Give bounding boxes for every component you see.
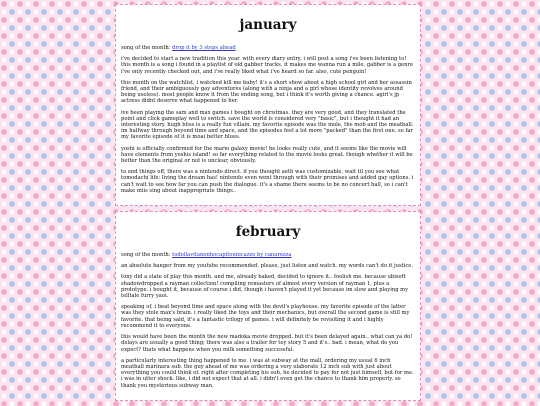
month-entry-february [115, 211, 421, 401]
song-of-the-month [121, 45, 415, 51]
song-label: song of the month: [121, 252, 171, 259]
month-title: january [239, 17, 297, 33]
diary-paragraph: an absolute banger from my youtube recommended. please, just listen and watch. my words can't do it justice. [121, 263, 413, 270]
month-title: february [235, 224, 301, 241]
diary-column [115, 0, 421, 406]
diary-paragraph: i've decided to start a new tradition this year. with every diary entry, i will post a song i've been listening to! this month is a song i found in a playlist of old gabber tracks. it makes me wanna run a mile. gabber is a genre i've only recently checked out, and i've really liked what i've heard so far. also, cute penguin! [121, 56, 414, 75]
diary-paragraph: this would have been the month the new madoka movie dropped. but it's been delayed again.. what can ya do! delays are usually a good thing; there was also a trailer for toy story 5 and it's.. bad. i mean, what do you expect? thats what happens when you milk something successful. [121, 334, 413, 353]
song-link[interactable]: todollavitanonhocapitounicazzo by canarezza [172, 252, 292, 259]
diary-paragraph: ive been playing the sam and max games i bought on christmas. they are very good, and they translated the point and click gameplay well to switch. save the world is considered very "basic", but i thought it had an interesting story. hugh bliss is a really fun villain. my favorite episode was the mole, the mob and the meatball. im halfway through beyond time and space, and the episodes feel a lot more "packed" than the first one. so far my favorite episode of it is moai better blues. [121, 109, 414, 141]
diary-paragraph: tony did a state of play this month. and me, already baked, decided to ignore it.. foolish me. because ubisoft shadowdropped a rayman collection! compiling remasters of almost every version of rayman 1, plus a prototype. i bought it, because of course i did, though i haven't played it yet because im slow and playing my telltale furry yaoi. [121, 274, 409, 300]
diary-paragraph: a particularly interesting thing happened to me. i was at subway at the mall, ordering my usual 6 inch meatball marinara sub. the guy ahead of me was ordering a very elaborate 12 inch sub with just about everything you could think of. right after completing his sub, he decided to pay for not just himself, but for me. i was in utter shock. like, i did not expect that at all. i didn't even get the chance to thank him properly. so thank you mysterious subway man. [121, 357, 414, 389]
song-link[interactable]: drop it by 3 steps ahead [172, 45, 236, 51]
diary-paragraph: to end things off, there was a nintendo direct. if you thought aeth was customizable, wait til you see what tomodachi life: living the dream has! nintendo even went through with their promises and added gay options. i can't wait to see how far you can push the dialogue. it's a shame there seems to be no concert hall, so i can't make miis sing about inappropriate things.. [121, 169, 414, 194]
diary-paragraph: yoshi is officially confirmed for the mario galaxy movie! he looks really cute, and it seems like the movie will have elements from yoshis island! so far everything related to the movie looks great. though whether it will be better than the original or not is unclear, obviously. [121, 145, 413, 165]
song-label: song of the month: [121, 45, 171, 51]
diary-paragraph: speaking of, i beat beyond time and space along with the devil's playhouse. my favorite episode of the latter was they stole max's brain. i really liked the toys and their mechanics, but overall the second game is still my favorite. that being said, it's a fantastic trilogy of games. i will definitely be revisiting it and i highly recommend it to everyone. [121, 304, 410, 329]
month-entry-january [115, 4, 421, 206]
song-of-the-month [121, 252, 415, 258]
diary-paragraph: this month on the watchlist, i watched kill me baby! it's a short show about a high school girl and her assassin friend, and their ambiguously gay adventures (along with a ninja and a girl whose identity revolves around being useless). most people know it from the ending song, but i think it's worth giving a chance. agiri's jp actress didnt deserve what happened to her. [121, 79, 412, 105]
